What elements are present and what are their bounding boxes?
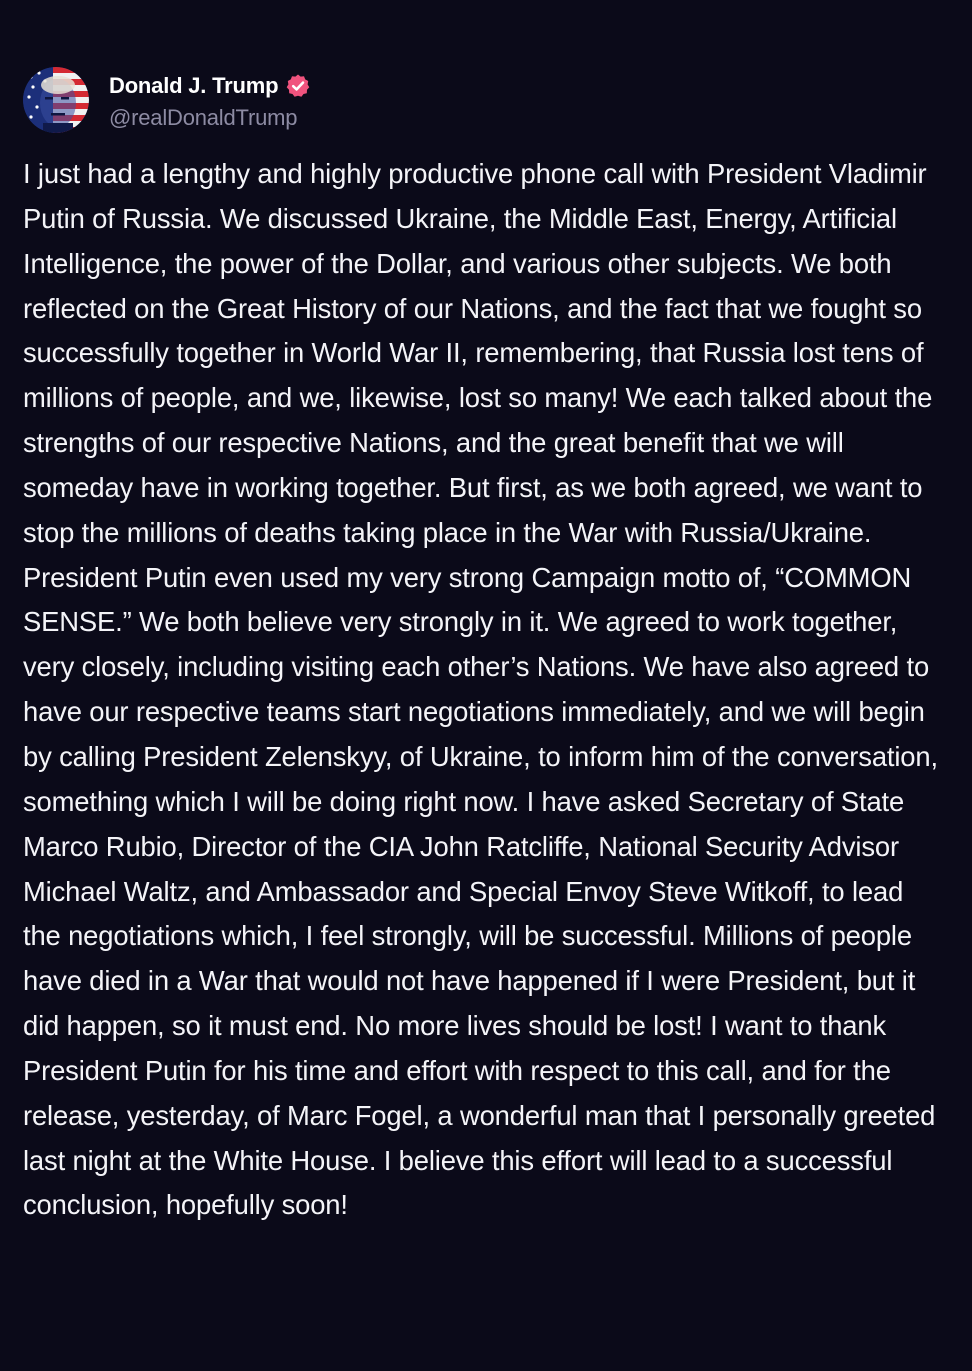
verified-badge-icon [285, 73, 311, 99]
author-handle[interactable]: @realDonaldTrump [109, 105, 298, 130]
post-body-text: I just had a lengthy and highly productive phone call with President Vladimir Putin of Russia. We discussed Ukraine, the Middle East, Energy, Artificial Intelligence, the power of the Dollar, and various other subjects. We both reflected on the Great History of our Nations, and the fact that we fought so successfully together in World War II, remembering, that Russia lost tens of millions of people, and we, likewise, lost so many! We each talked about the strengths of our respective Nations, and the great benefit that we will someday have in working together. But first, as we both agreed, we want to stop the millions of deaths taking place in the War with Russia/Ukraine. President Putin even used my very strong Campaign motto of, “COMMON SENSE.” We both believe very strongly in it. We agreed to work together, very closely, including visiting each other’s Nations. We have also agreed to have our respective teams start negotiations immediately, and we will begin by calling President Zelenskyy, of Ukraine, to inform him of the conversation, something which I will be doing right now. I have asked Secretary of State Marco Rubio, Director of the CIA John Ratcliffe, National Security Advisor Michael Waltz, and Ambassador and Special Envoy Steve Witkoff, to lead the negotiations which, I feel strongly, will be successful. Millions of people have died in a War that would not have happened if I were President, but it did happen, so it must end. No more lives should be lost! I want to thank President Putin for his time and effort with respect to this call, and for the release, yesterday, of Marc Fogel, a wonderful man that I personally greeted last night at the White House. I believe this effort will lead to a successful conclusion, hopefully soon! [23, 158, 938, 1221]
post-header [23, 66, 948, 134]
author-names [109, 71, 311, 129]
display-name-row [109, 71, 311, 101]
display-name[interactable]: Donald J. Trump [109, 73, 279, 98]
avatar-image [23, 67, 89, 133]
avatar[interactable] [23, 67, 89, 133]
